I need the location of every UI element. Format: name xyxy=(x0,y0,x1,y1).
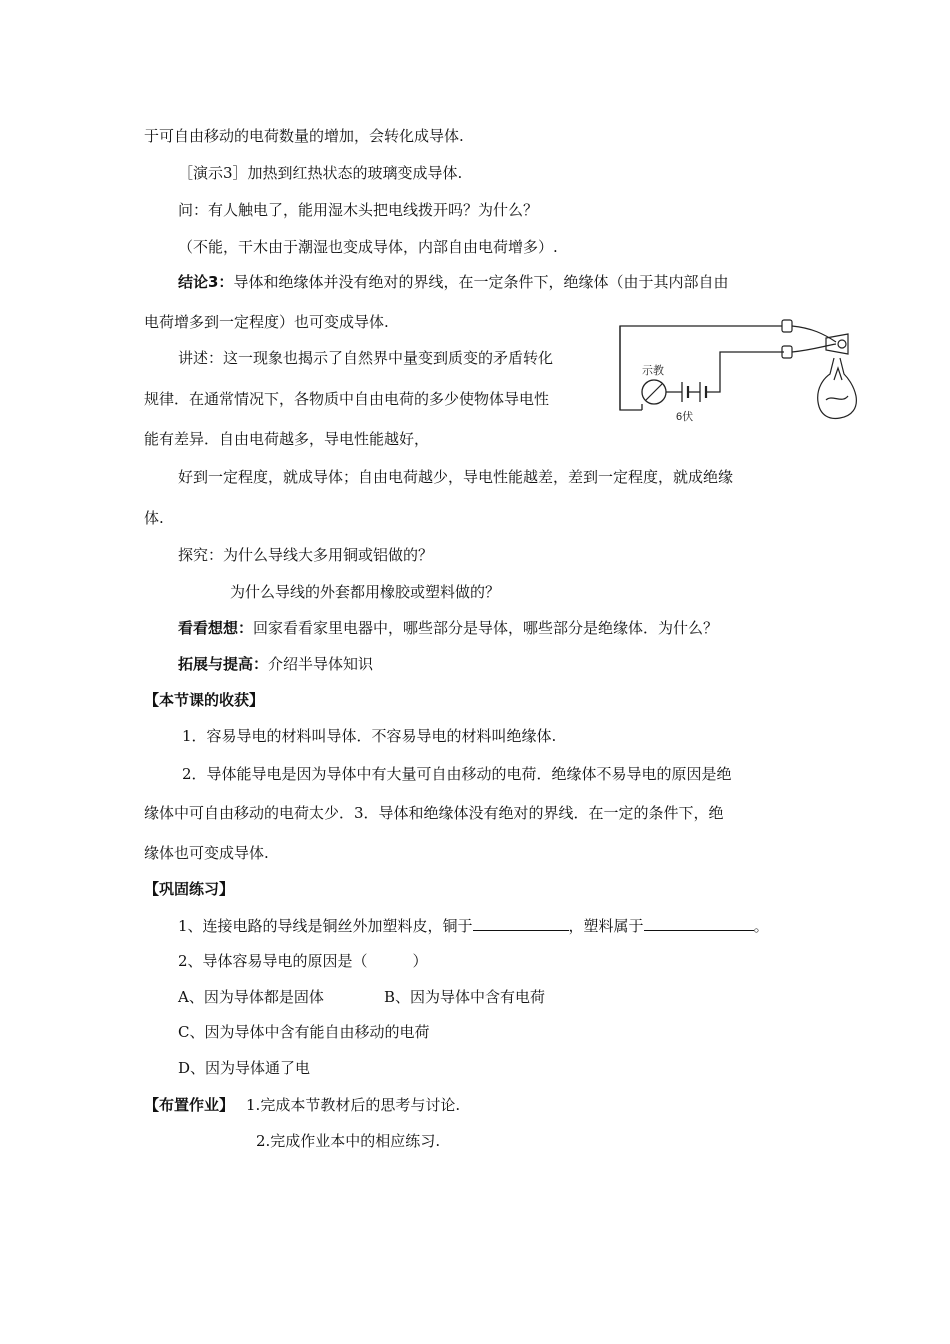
option-c: C、因为导体中含有能自由移动的电荷 xyxy=(178,1023,430,1041)
option-b: B、因为导体中含有电荷 xyxy=(384,988,546,1006)
q1-blank-copper[interactable] xyxy=(473,916,569,931)
section-heading-harvest: 【本节课的收获】 xyxy=(144,691,265,709)
battery-label: 6伏 xyxy=(676,411,694,423)
harvest-item: 2．导体能导电是因为导体中有大量可自由移动的电荷．绝缘体不易导电的原因是绝 xyxy=(182,765,732,783)
meter-icon xyxy=(642,363,666,404)
extension-text: 介绍半导体知识 xyxy=(268,655,374,673)
harvest-item: 缘体也可变成导体. xyxy=(144,844,269,862)
text-line: 电荷增多到一定程度）也可变成导体. xyxy=(144,313,389,331)
text-line: 问：有人触电了，能用湿木头把电线拨开吗？为什么？ xyxy=(178,201,539,219)
text-line: 体. xyxy=(144,509,164,527)
harvest-item: 1．容易导电的材料叫导体．不容易导电的材料叫绝缘体. xyxy=(182,727,557,745)
conclusion-paragraph xyxy=(178,272,728,292)
practice-question-1 xyxy=(178,916,769,936)
think-label: 看看想想： xyxy=(178,619,254,637)
text-line: （不能，干木由于潮湿也变成导体，内部自由电荷增多）. xyxy=(178,238,558,256)
extension-paragraph xyxy=(178,654,373,674)
q1-text-a: 1、连接电路的导线是铜丝外加塑料皮，铜于 xyxy=(178,917,473,935)
text-line: 讲述：这一现象也揭示了自然界中量变到质变的矛盾转化 xyxy=(178,349,554,367)
circuit-diagram xyxy=(612,308,862,438)
section-heading-practice: 【巩固练习】 xyxy=(144,880,235,898)
think-paragraph xyxy=(178,618,718,638)
q1-blank-plastic[interactable] xyxy=(644,916,754,931)
text-line: 为什么导线的外套都用橡胶或塑料做的？ xyxy=(230,583,501,601)
meter-label: 示教 xyxy=(642,365,664,377)
harvest-item: 缘体中可自由移动的电荷太少．3．导体和绝缘体没有绝对的界线．在一定的条件下，绝 xyxy=(144,804,724,822)
text-line: 于可自由移动的电荷数量的增加，会转化成导体. xyxy=(144,127,464,145)
option-d: D、因为导体通了电 xyxy=(178,1059,311,1077)
option-a: A、因为导体都是固体 xyxy=(178,988,324,1006)
lamp-apparatus-icon xyxy=(782,320,856,418)
conclusion-text: 导体和绝缘体并没有绝对的界线，在一定条件下，绝缘体（由于其内部自由 xyxy=(233,273,729,291)
conclusion-label: 结论3： xyxy=(178,273,234,291)
section-heading-homework: 【布置作业】 xyxy=(144,1096,235,1114)
text-line: 能有差异．自由电荷越多，导电性能越好， xyxy=(144,430,430,448)
extension-label: 拓展与提高： xyxy=(178,655,269,673)
text-line: 规律．在通常情况下，各物质中自由电荷的多少使物体导电性 xyxy=(144,390,550,408)
q1-text-c: 。 xyxy=(753,917,769,935)
text-line: 探究：为什么导线大多用铜或铝做的？ xyxy=(178,546,434,564)
think-text: 回家看看家里电器中，哪些部分是导体，哪些部分是绝缘体．为什么？ xyxy=(253,619,719,637)
homework-paragraph xyxy=(144,1095,460,1115)
homework-item-1: 1.完成本节教材后的思考与讨论. xyxy=(246,1096,461,1114)
text-line: ［演示3］加热到红热状态的玻璃变成导体. xyxy=(178,164,463,182)
q1-text-b: ，塑料属于 xyxy=(568,917,644,935)
text-line: 好到一定程度，就成导体；自由电荷越少，导电性能越差，差到一定程度，就成绝缘 xyxy=(178,468,734,486)
homework-item-2: 2.完成作业本中的相应练习. xyxy=(256,1132,441,1150)
practice-question-2: 2、导体容易导电的原因是（ ） xyxy=(178,952,428,970)
battery-icon xyxy=(642,352,784,410)
